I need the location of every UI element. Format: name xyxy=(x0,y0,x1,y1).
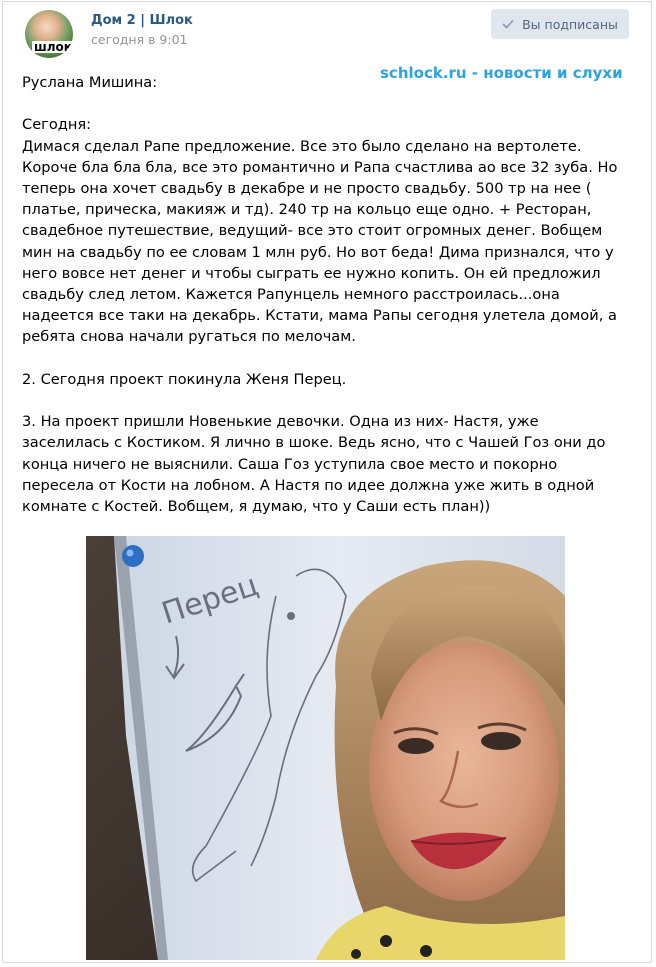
paragraph-2: 2. Сегодня проект покинула Женя Перец. xyxy=(22,370,347,388)
avatar-brand-logo: шлок xyxy=(34,40,72,54)
site-watermark: schlock.ru - новости и слухи xyxy=(380,64,623,82)
checkmark-icon xyxy=(502,19,514,29)
photo-illustration xyxy=(86,536,565,960)
post-text xyxy=(22,72,630,517)
group-avatar[interactable] xyxy=(25,10,73,58)
group-name-link[interactable]: Дом 2 | Шлок xyxy=(91,13,193,28)
paragraph-1: Димася сделал Рапе предложение. Все это было сделано на вертолете. Короче бла бла бла, все это романтично и Рапа счастлива ао все 32 зуба. Но теперь она хочет свадьбу в декабре и не просто свадьбу. 500 тр на нее ( платье, прическа, макияж и тд). 240 тр на кольцо еще одно. + Ресторан, свадебное путешествие, ведущий- все это стоит огромных денег. Вобщем мин на свадьбу по ее словам 1 млн руб. Но вот беда! Дима признался, что у него вовсе нет денег и чтобы сыграть ее нужно копить. Он ей предложил свадьбу след летом. Кажется Рапунцель немного расстроилась...она надеется все таки на декабрь. Кстати, мама Рапы сегодня улетела домой, а ребята снова начали ругаться по мелочам. xyxy=(22,137,618,346)
subscribed-label: Вы подписаны xyxy=(522,16,618,32)
author-line: Руслана Мишина: xyxy=(22,74,158,91)
paragraph-today-heading: Сегодня: xyxy=(22,116,92,134)
board-drawing-text: Перец xyxy=(157,567,263,632)
subscribed-button[interactable] xyxy=(491,9,629,39)
paragraph-3: 3. На проект пришли Новенькие девочки. Одна из них- Настя, уже заселилась с Костиком. Я лично в шоке. Ведь ясно, что с Чашей Гоз они до конца ничего не выяснили. Саша Гоз уступила свое место и покорно пересела от Кости на лобном. А Настя по идее должна уже жить в одной комнате с Костей. Вобщем, я думаю, что у Саши есть план)) xyxy=(22,413,606,516)
post-header xyxy=(25,10,627,56)
post-photo[interactable] xyxy=(86,536,565,960)
post-timestamp[interactable]: сегодня в 9:01 xyxy=(91,32,188,47)
